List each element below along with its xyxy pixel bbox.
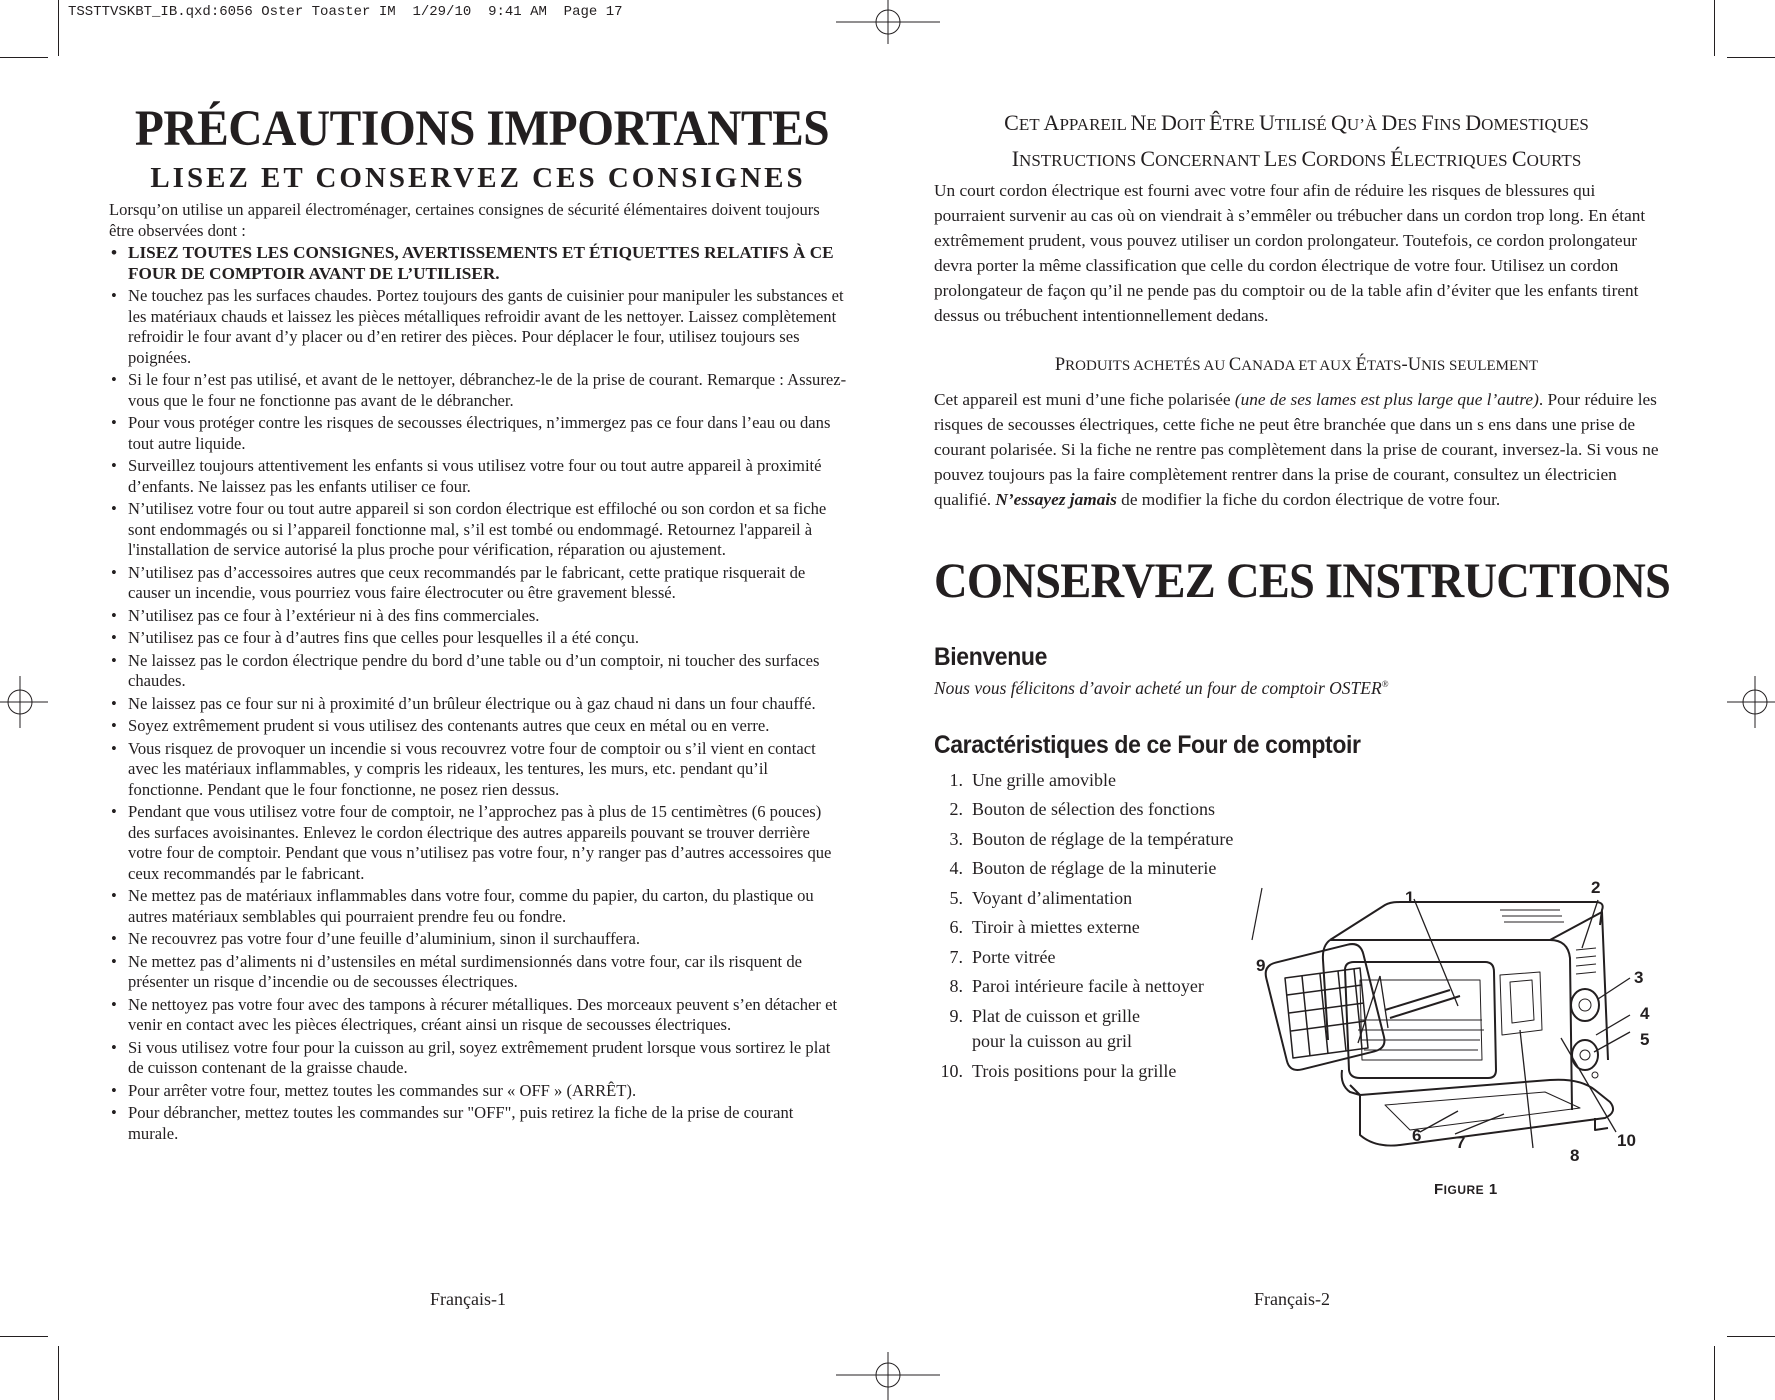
crop-mark: [1727, 1336, 1775, 1337]
list-item: • Ne nettoyez pas votre four avec des tampons à récurer métalliques. Des morceaux peuvent s’en détacher et venir en contact avec les pièces électriques, créant ainsi un risque de secousses électriques.: [109, 995, 847, 1036]
figure-callout: 4: [1640, 1004, 1650, 1023]
list-item: 10. Trois positions pour la grille: [940, 1060, 1177, 1081]
intro-text: Lorsqu’on utilise un appareil électroménager, certaines consignes de sécurité élémentaires doivent toujours être observées dont :: [109, 200, 820, 240]
figure-callout: 7: [1456, 1133, 1466, 1152]
list-item: • Ne laissez pas le cordon électrique pendre du bord d’une table ou d’un comptoir, ni toucher des surfaces chaudes.: [109, 651, 847, 692]
list-item: • Si vous utilisez votre four pour la cuisson au gril, soyez extrêmement prudent lorsque vous sortirez le plat de cuisson contenant de la graisse chaude.: [109, 1038, 847, 1079]
page-number-right: Français-2: [1254, 1289, 1330, 1309]
crop-mark: [1714, 1346, 1715, 1400]
list-item: • Ne mettez pas de matériaux inflammables dans votre four, comme du papier, du carton, du plastique ou autres matériaux semblables qui pourraient prendre feu ou fondre.: [109, 886, 847, 927]
crop-mark: [58, 0, 59, 56]
list-item: 2. Bouton de sélection des fonctions: [949, 799, 1215, 820]
left-page: [109, 98, 847, 1146]
figure-callout: 6: [1412, 1126, 1422, 1145]
crop-mark: [1727, 57, 1775, 58]
list-item: 1. Une grille amovible: [949, 769, 1116, 790]
list-item: • Ne recouvrez pas votre four d’une feuille d’aluminium, sinon il surchauffera.: [109, 929, 847, 950]
list-item: • N’utilisez pas ce four à l’extérieur ni à des fins commerciales.: [109, 606, 847, 627]
figure-callout: 9: [1256, 956, 1266, 975]
list-item: 5. Voyant d’alimentation: [949, 887, 1133, 908]
list-item: 3. Bouton de réglage de la température: [949, 828, 1234, 849]
page-title: PRÉCAUTIONS IMPORTANTES: [134, 101, 830, 157]
list-item: • Pendant que vous utilisez votre four de comptoir, ne l’approchez pas à plus de 15 centimètres (6 pouces) des surfaces avoisinantes. Enlevez le cordon électrique des autres appareils pouvant se trouver derrière votre four de comptoir. Pendant que vous n’utilisez pas votre four, n’y ranger pas d’autres accessoires que ceux recommandés par le fabricant.: [109, 802, 847, 884]
registration-mark-right: [1727, 676, 1775, 728]
crop-mark: [0, 57, 48, 58]
list-item: 8. Paroi intérieure facile à nettoyer: [949, 976, 1204, 997]
page-subtitle: LISEZ ET CONSERVEZ CES CONSIGNES: [150, 162, 806, 194]
list-item: • Pour arrêter votre four, mettez toutes les commandes sur « OFF » (ARRÊT).: [109, 1081, 847, 1102]
crop-mark: [1714, 0, 1715, 56]
figure-caption: FIGURE 1: [1434, 1181, 1498, 1198]
heading-canada-us: PRODUITS ACHETÉS AU CANADA ET AUX ÉTATS-UNIS SEULEMENT: [1054, 355, 1539, 375]
print-slug: TSSTTVSKBT_IB.qxd:6056 Oster Toaster IM 1/29/10 9:41 AM Page 17: [68, 4, 623, 20]
list-item: • N’utilisez pas ce four à d’autres fins que celles pour lesquelles il a été conçu.: [109, 628, 847, 649]
features-heading: Caractéristiques de ce Four de comptoir: [934, 730, 1361, 759]
welcome-heading: Bienvenue: [934, 643, 1048, 671]
list-item: • Pour débrancher, mettez toutes les commandes sur "OFF", puis retirez la fiche de la prise de courant murale.: [109, 1103, 847, 1144]
welcome-text: Nous vous félicitons d’avoir acheté un four de comptoir OSTER®: [934, 677, 1389, 698]
list-item: • Ne laissez pas ce four sur ni à proximité d’un brûleur électrique ou à gaz chaud ni dans un four chauffé.: [109, 694, 847, 715]
figure-callout: 1: [1405, 888, 1415, 907]
heading-short-cords: INSTRUCTIONS CONCERNANT LES CORDONS ÉLECTRIQUES COURTS: [1011, 146, 1582, 171]
list-item: • Soyez extrêmement prudent si vous utilisez des contenants autres que ceux en métal ou en verre.: [109, 716, 847, 737]
list-item: • Surveillez toujours attentivement les enfants si vous utilisez votre four ou tout autre appareil à proximité d’enfants. Ne laissez pas les enfants utiliser ce four.: [109, 456, 847, 497]
list-item: • N’utilisez votre four ou tout autre appareil si son cordon électrique est effiloché ou son cordon et sa fiche sont endommagés ou si l’appareil fonctionne mal, s’il est tombé ou endommagé. Retournez l'appareil à l'installation de service autorisé la plus proche pour vérification, réparation ou ajustement.: [109, 499, 847, 561]
save-instructions-title: CONSERVEZ CES INSTRUCTIONS: [934, 552, 1671, 608]
list-item: • Vous risquez de provoquer un incendie si vous recouvrez votre four de comptoir ou s’il vient en contact avec les matériaux inflammables, y compris les rideaux, les tentures, les murs, etc. pendant qu’il fonctionne. Pendant que le four fonctionne, ne posez rien dessus.: [109, 739, 847, 801]
list-item: • Si le four n’est pas utilisé, et avant de le nettoyer, débranchez-le de la prise de courant. Remarque : Assurez-vous que le four ne fonctionne pas avant de le débrancher.: [109, 370, 847, 411]
registration-mark-top: [836, 0, 940, 44]
crop-mark: [0, 1336, 48, 1337]
heading-domestic-use: CET APPAREIL NE DOIT ÊTRE UTILISÉ QU’À DES FINS DOMESTIQUES: [1004, 110, 1589, 135]
figure-callout: 10: [1617, 1131, 1636, 1150]
figure-callout: 8: [1570, 1146, 1580, 1165]
list-item: • Ne mettez pas d’aliments ni d’ustensiles en métal surdimensionnés dans votre four, car ils risquent de présenter un risque d’incendie ou de secousses électriques.: [109, 952, 847, 993]
list-item: • Pour vous protéger contre les risques de secousses électriques, n’immergez pas ce four dans l’eau ou dans tout autre liquide.: [109, 413, 847, 454]
registration-mark-bottom: [836, 1352, 940, 1400]
crop-mark: [58, 1346, 59, 1400]
list-item: 4. Bouton de réglage de la minuterie: [949, 858, 1217, 879]
list-item: 9. Plat de cuisson et grille pour la cuisson au gril: [949, 1005, 1140, 1051]
registration-mark-left: [0, 676, 48, 728]
list-item: 6. Tiroir à miettes externe: [949, 917, 1140, 938]
plug-paragraph: Cet appareil est muni d’une fiche polarisée (une de ses lames est plus large que l’autre). Pour réduire les risques de secousses électriques, cette fiche ne peut être branchée que dans un s ens dans une prise de courant polarisée. Si la fiche ne rentre pas complètement dans la prise de courant, inversez-la. Si vous ne pouvez toujours pas la faire complètement rentrer dans la prise de courant, consultez un électricien qualifié. N’essayez jamais de modifier la fiche du cordon électrique de votre four.: [934, 390, 1659, 509]
list-item: • LISEZ TOUTES LES CONSIGNES, AVERTISSEMENTS ET ÉTIQUETTES RELATIFS À CE FOUR DE COMPTOIR AVANT DE L’UTILISER.: [109, 242, 847, 284]
figure-callout: 5: [1640, 1030, 1650, 1049]
figure-callout: 3: [1634, 968, 1644, 987]
cord-paragraph: Un court cordon électrique est fourni avec votre four afin de réduire les risques de blessures qui pourraient survenir au cas où on viendrait à s’emmêler ou trébucher dans un cordon trop long. En étant extrêmement prudent, vous pouvez utiliser un cordon prolongateur. Toutefois, ce cordon prolongateur devra porter la même classification que celle du cordon électrique de votre four. Utilisez un cordon prolongateur de façon qu’il ne pende pas du comptoir ou de la table afin d’éviter que les enfants tirent dessus ou trébuchent intentionnellement dedans.: [934, 181, 1646, 325]
list-item: 7. Porte vitrée: [949, 946, 1056, 967]
safety-list: [109, 242, 847, 1144]
page-number-left: Français-1: [430, 1289, 506, 1309]
figure-callout: 2: [1591, 878, 1601, 897]
list-item: • N’utilisez pas d’accessoires autres que ceux recommandés par le fabricant, cette pratique risquerait de causer un incendie, vous pourriez vous faire électrocuter ou être gravement blessé.: [109, 563, 847, 604]
list-item: • Ne touchez pas les surfaces chaudes. Portez toujours des gants de cuisinier pour manipuler les substances et les matériaux chauds et laissez les pièces métalliques refroidir avant de les nettoyer. Laissez complètement refroidir le four avant d’y placer ou d’en retirer des pièces. Pour déplacer le four, utilisez toujours ses poignées.: [109, 286, 847, 368]
